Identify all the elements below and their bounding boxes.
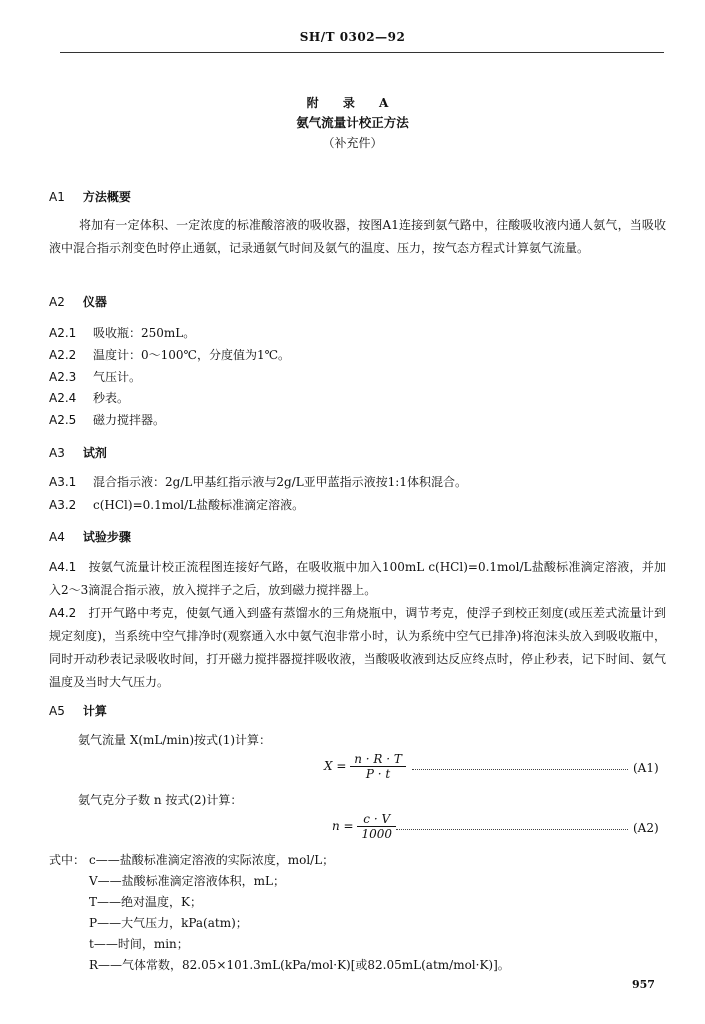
- section-a4-paragraph-2: [49, 602, 666, 694]
- section-a4-paragraph-1: [49, 556, 666, 602]
- fraction-denominator: P · t: [365, 767, 391, 781]
- fraction-numerator: n · R · T: [350, 752, 406, 767]
- item-number: A2.4: [49, 391, 77, 405]
- list-item: [49, 346, 290, 363]
- formula-fraction: [357, 812, 396, 841]
- paragraph-text: 按氨气流量计校正流程图连接好气路，在吸收瓶中加入100mL c(HCl)=0.1mol/L盐酸标准滴定溶液，并加入2～3滴混合指示液，放入搅拌子之后，放到磁力搅拌器上。: [49, 560, 666, 597]
- section-a2-heading: [49, 293, 107, 310]
- section-title: 计算: [82, 704, 107, 718]
- section-a5-heading: [49, 702, 107, 719]
- header-rule: [60, 52, 664, 53]
- section-title: 仪器: [82, 295, 107, 309]
- formula-a2: [332, 812, 396, 841]
- item-number: A3.1: [49, 475, 77, 489]
- formula-lhs: n =: [332, 819, 354, 833]
- section-title: 方法概要: [82, 190, 131, 204]
- leader-dots: [396, 829, 628, 830]
- list-item: [49, 389, 129, 406]
- item-text: 磁力搅拌器。: [93, 413, 166, 427]
- item-text: 秒表。: [93, 391, 130, 405]
- list-item: [49, 411, 165, 428]
- section-title: 试剂: [82, 446, 107, 460]
- definition-item: c——盐酸标准滴定溶液的实际浓度，mol/L；: [89, 853, 335, 867]
- appendix-title: 氨气流量计校正方法: [296, 115, 409, 130]
- appendix-note: （补充件）: [322, 136, 383, 150]
- formula-fraction: [350, 752, 406, 781]
- fraction-numerator: c · V: [357, 812, 396, 827]
- formula-intro-1: 氨气流量 X(mL/min)按式(1)计算：: [78, 733, 272, 747]
- definition-item: t——时间，min；: [89, 937, 189, 951]
- formula-lhs: X =: [324, 759, 347, 773]
- leader-dots: [412, 769, 628, 770]
- item-text: c(HCl)=0.1mol/L盐酸标准滴定溶液。: [93, 498, 305, 512]
- item-number: A2.3: [49, 370, 77, 384]
- equation-number: (A2): [633, 821, 659, 835]
- standard-number-header: SH/T 0302—92: [299, 30, 406, 44]
- formula-intro-2: 氨气克分子数 n 按式(2)计算：: [78, 793, 243, 807]
- fraction-denominator: 1000: [361, 827, 392, 841]
- item-text: 混合指示液：2g/L甲基红指示液与2g/L亚甲蓝指示液按1:1体积混合。: [93, 475, 467, 489]
- section-number: A2: [49, 295, 65, 309]
- equation-number: (A1): [633, 761, 659, 775]
- section-title: 试验步骤: [82, 530, 131, 544]
- section-a3-heading: [49, 444, 107, 461]
- section-a1-heading: [49, 188, 131, 205]
- section-number: A3: [49, 446, 65, 460]
- section-number: A1: [49, 190, 65, 204]
- appendix-label: 附 录 A: [306, 96, 399, 110]
- item-number: A2.2: [49, 348, 77, 362]
- item-number: A3.2: [49, 498, 77, 512]
- list-item: [49, 368, 141, 385]
- section-number: A5: [49, 704, 65, 718]
- item-number: A2.1: [49, 326, 77, 340]
- definition-item: R——气体常数，82.05×101.3mL(kPa/mol·K)[或82.05mL(atm/mol·K)]。: [89, 958, 510, 972]
- list-item: [49, 324, 195, 341]
- definition-item: T——绝对温度，K；: [89, 895, 202, 909]
- list-item: [49, 496, 304, 513]
- section-number: A4: [49, 530, 65, 544]
- section-a4-heading: [49, 528, 131, 545]
- formula-a1: [324, 752, 406, 781]
- paragraph-number: A4.2: [49, 606, 77, 620]
- section-a1-paragraph: 将加有一定体积、一定浓度的标准酸溶液的吸收器，按图A1连接到氨气路中，往酸吸收液内通人氨气，当吸收液中混合指示剂变色时停止通氨，记录通氨气时间及氨气的温度、压力，按气态方程式计算氨气流量。: [49, 218, 666, 255]
- item-number: A2.5: [49, 413, 77, 427]
- page-number: 957: [632, 978, 655, 991]
- paragraph-number: A4.1: [49, 560, 77, 574]
- paragraph-text: 打开气路中考克，使氨气通入到盛有蒸馏水的三角烧瓶中，调节考克，使浮子到校正刻度(或压差式流量计到规定刻度)，当系统中空气排净时(观察通入水中氨气泡非常小时，认为系统中空气已排净)将泡沫头放入到吸收瓶中，同时开动秒表记录吸收时间，打开磁力搅拌器搅拌吸收液，当酸吸收液到达反应终点时，停止秒表，记下时间、氨气温度及当时大气压力。: [49, 606, 666, 689]
- item-text: 温度计：0～100℃，分度值为1℃。: [93, 348, 291, 362]
- item-text: 吸收瓶：250mL。: [93, 326, 196, 340]
- definitions-intro: 式中：: [49, 853, 86, 867]
- definition-item: V——盐酸标准滴定溶液体积，mL；: [89, 874, 286, 888]
- item-text: 气压计。: [93, 370, 142, 384]
- definition-item: P——大气压力，kPa(atm)；: [89, 916, 248, 930]
- list-item: [49, 473, 467, 490]
